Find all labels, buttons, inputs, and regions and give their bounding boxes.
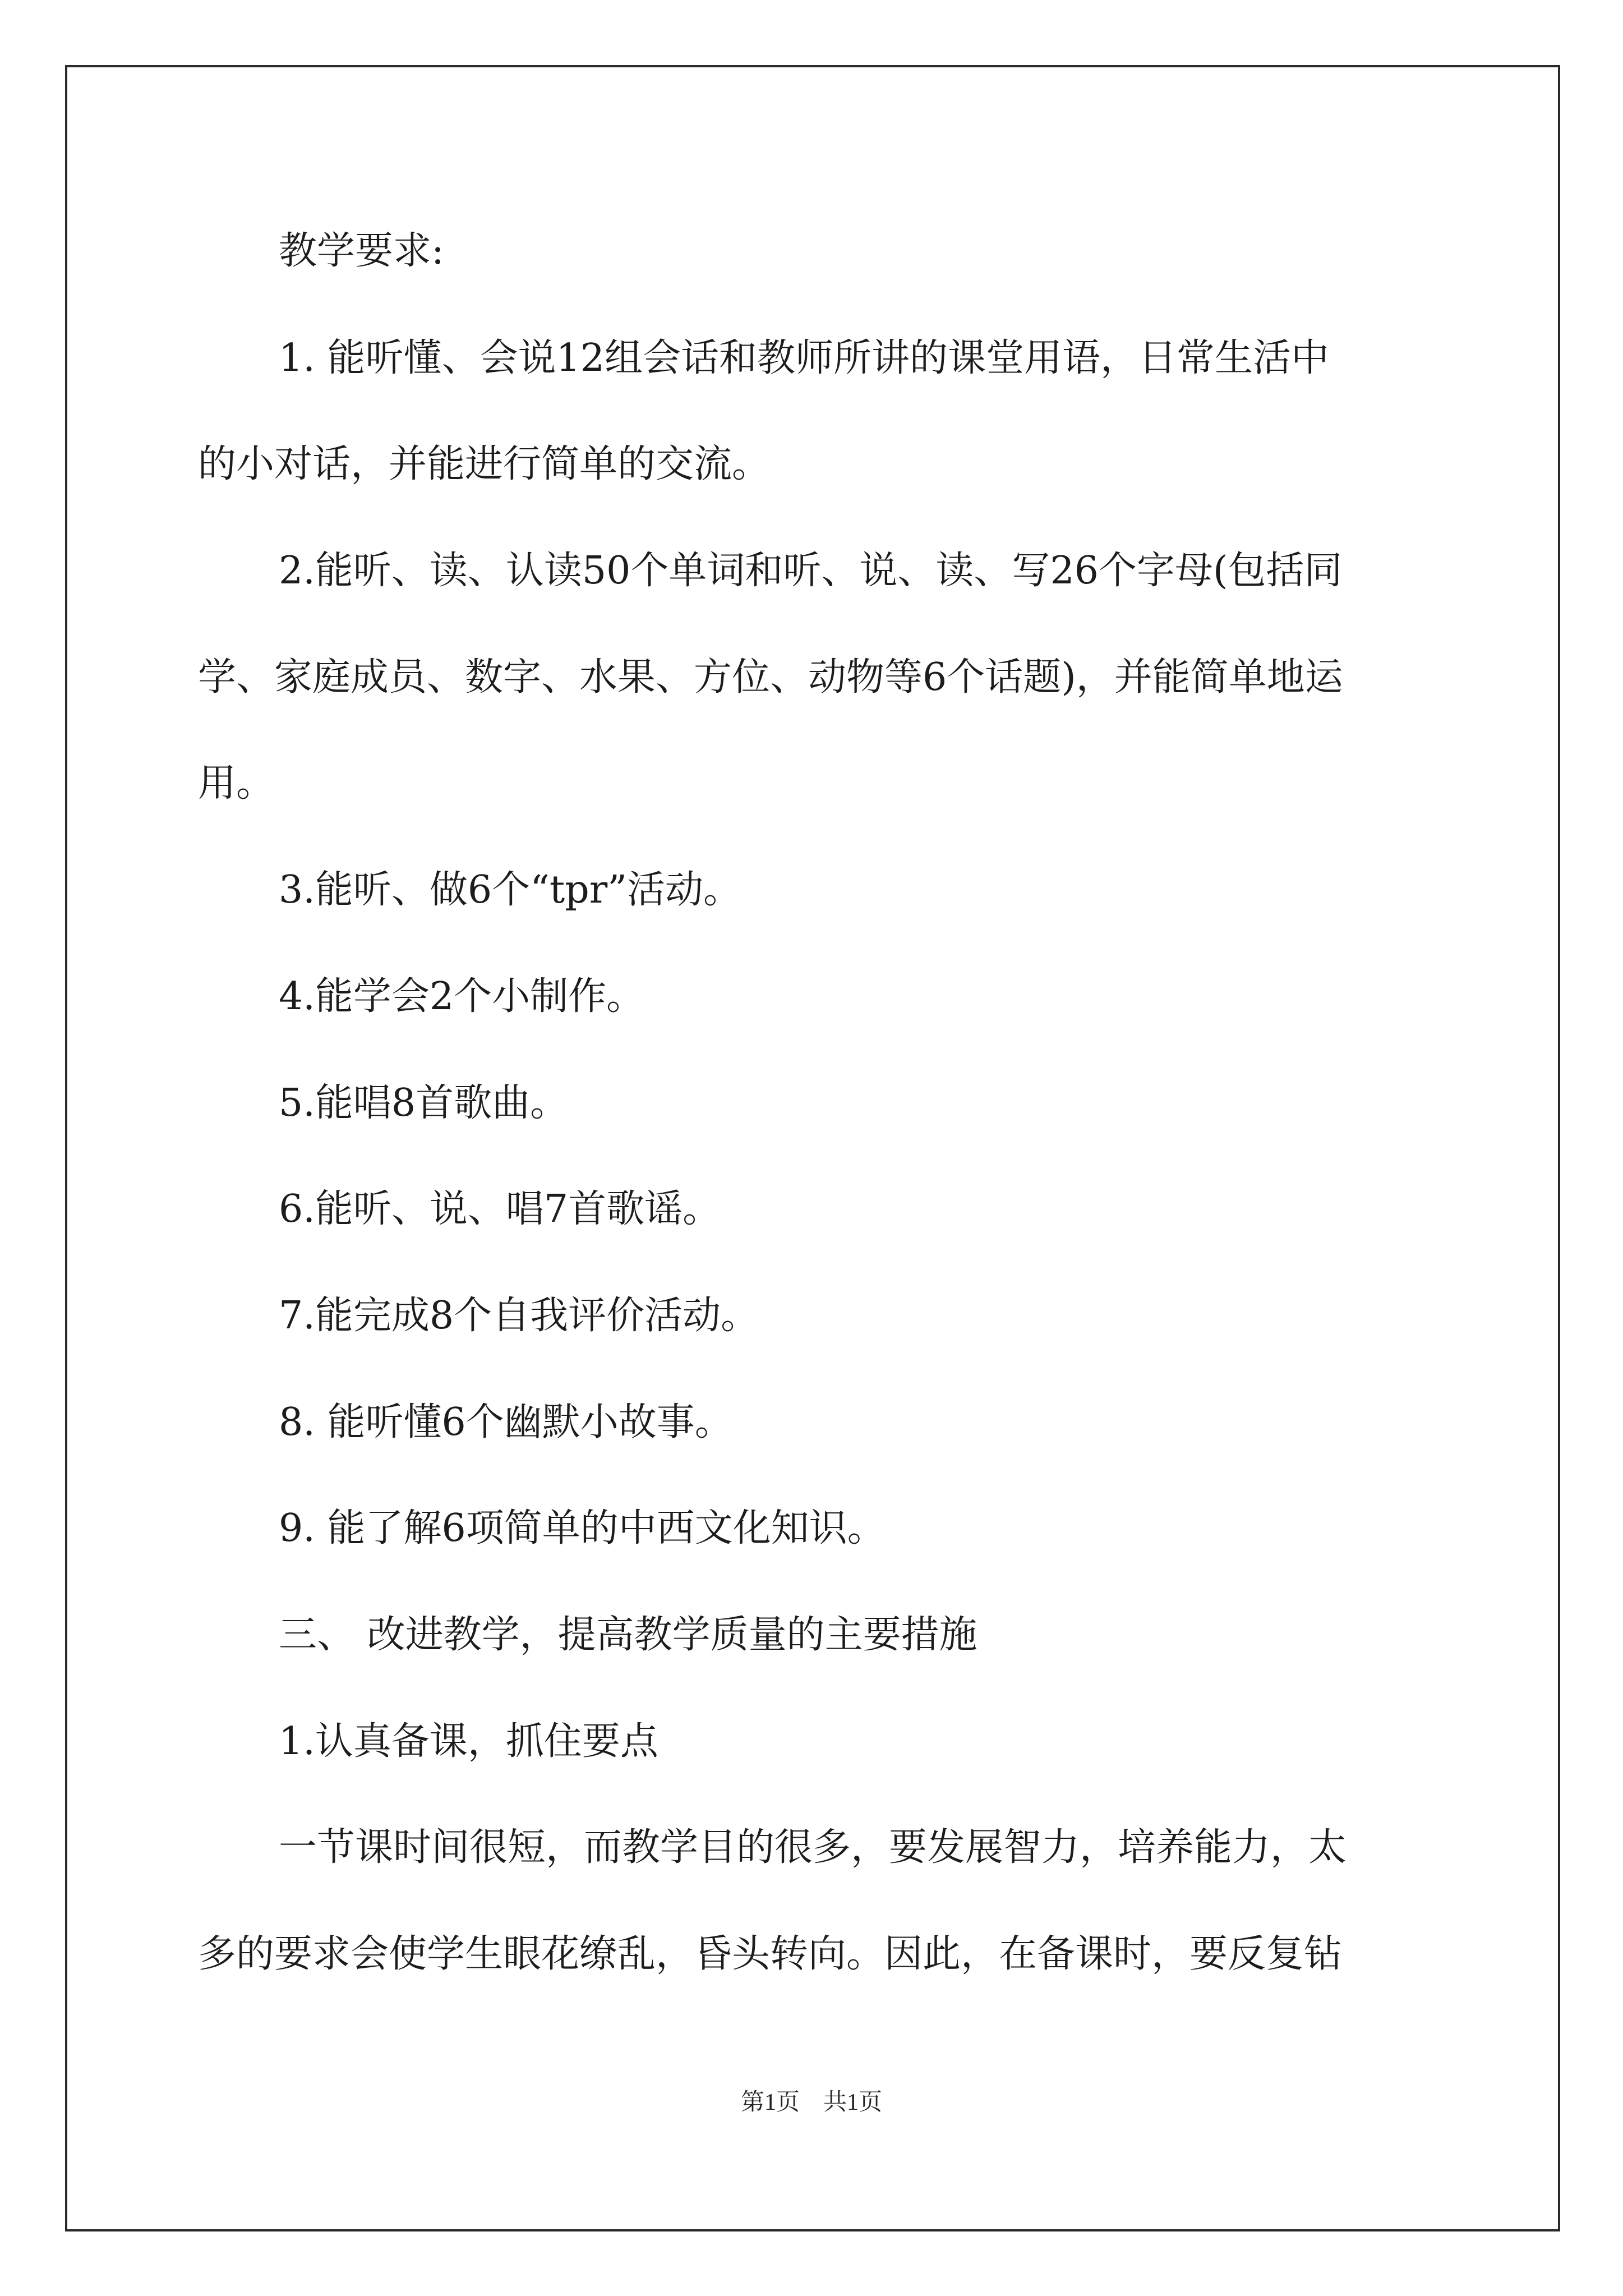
text-line: 2.能听、读、认读50个单词和听、说、读、写26个字母(包括同: [279, 549, 1343, 593]
text-line: 一节课时间很短，而教学目的很多，要发展智力，培养能力，太: [279, 1825, 1347, 1870]
text-line: 9. 能了解6项简单的中西文化知识。: [279, 1506, 886, 1550]
text-line: 8. 能听懂6个幽默小故事。: [279, 1400, 733, 1444]
text-line: 3.能听、做6个“tpr”活动。: [279, 868, 742, 912]
text-line: 用。: [198, 761, 275, 806]
text-line: 多的要求会使学生眼花缭乱，昏头转向。因此，在备课时，要反复钻: [198, 1932, 1343, 1976]
text-line: 6.能听、说、唱7首歌谣。: [279, 1187, 721, 1231]
text-line: 学、家庭成员、数字、水果、方位、动物等6个话题)，并能简单地运: [198, 655, 1343, 700]
subsection-heading: 1.认真备课，抓住要点: [279, 1719, 658, 1764]
text-line: 5.能唱8首歌曲。: [279, 1081, 569, 1125]
text-line-heading: 教学要求:: [279, 229, 444, 273]
text-line: 的小对话，并能进行简单的交流。: [198, 442, 771, 486]
page-number-footer: 第1页 共1页: [740, 2090, 882, 2115]
text-line: 1. 能听懂、会说12组会话和教师所讲的课堂用语，日常生活中: [279, 336, 1330, 380]
text-line: 7.能完成8个自我评价活动。: [279, 1294, 759, 1338]
text-line: 4.能学会2个小制作。: [279, 974, 645, 1019]
page-border: [65, 65, 1560, 2231]
section-heading: 三、 改进教学，提高教学质量的主要措施: [279, 1613, 978, 1657]
